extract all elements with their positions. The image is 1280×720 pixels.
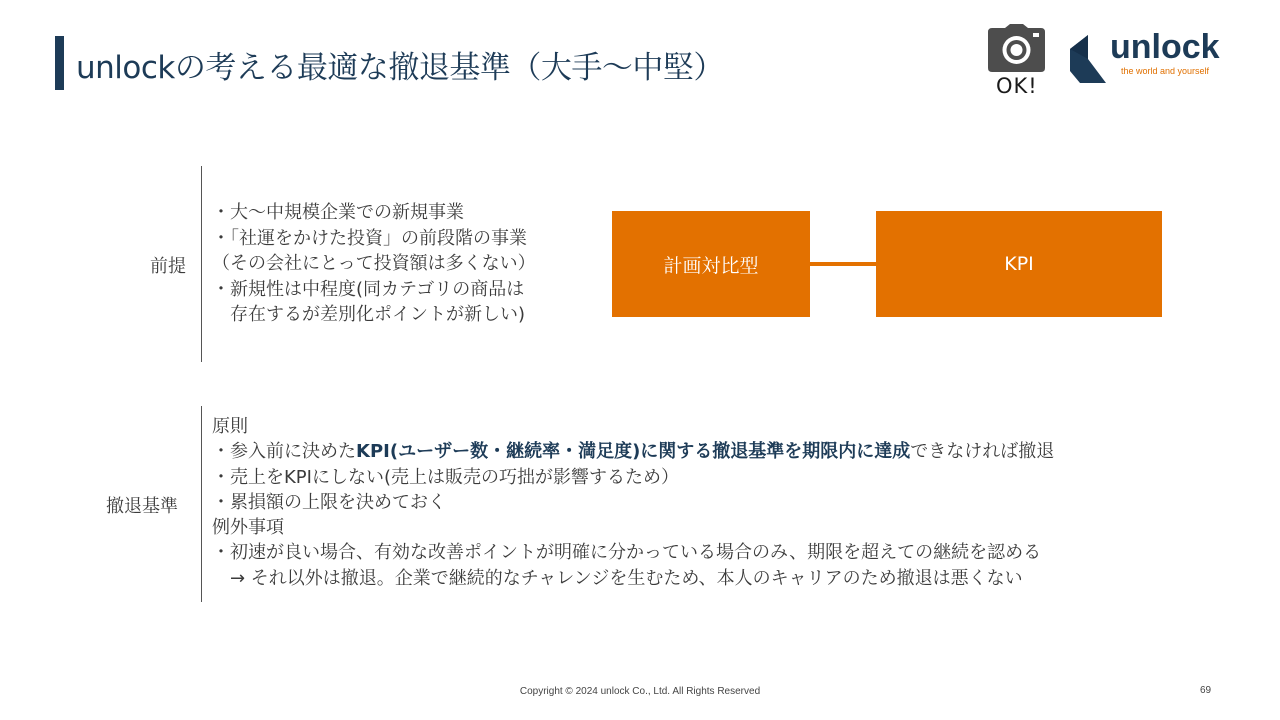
unlock-logo-mark-icon [1070,35,1106,83]
criteria-divider [201,406,202,602]
criteria-line-kpi [212,439,1054,464]
premise-line: （その会社にとって投資額は多くない） [212,253,536,274]
criteria-list [212,414,1054,591]
title-accent-bar [55,36,64,90]
premise-line: 存在するが差別化ポイントが新しい) [212,304,526,325]
camera-icon [988,24,1045,72]
page-title: unlockの考える最適な撤退基準（大手〜中堅） [76,50,724,86]
criteria-line: ・売上をKPIにしない(売上は販売の巧拙が影響するため） [212,466,679,488]
criteria-line-suffix: できなければ撤退 [910,441,1055,463]
plan-comparison-box: 計画対比型 [612,211,810,317]
page-number: 69 [1200,685,1212,696]
premise-line: ・大〜中規模企業での新規事業 [212,202,464,223]
criteria-line: → それ以外は撤退。企業で継続的なチャレンジを生むため、本人のキャリアのため撤退は悪くない [212,567,1023,589]
kpi-box: KPI [876,211,1162,317]
premise-line: ・「社運をかけた投資」の前段階の事業 [212,227,527,249]
logo-tagline: the world and yourself [1121,66,1210,76]
logo-wordmark: unlock [1110,28,1220,66]
camera-ok-label: OK! [996,74,1038,98]
criteria-line-prefix: ・参入前に決めた [212,441,356,463]
criteria-line: ・累損額の上限を決めておく [212,491,446,513]
copyright-footer: Copyright © 2024 unlock Co., Ltd. All Rights Reserved [519,686,761,697]
principle-heading: 原則 [212,416,248,437]
exception-heading: 例外事項 [212,517,284,539]
premise-divider [201,166,202,362]
premise-label: 前提 [150,256,186,277]
criteria-label: 撤退基準 [106,496,178,517]
box-connector [810,262,876,266]
premise-line: ・新規性は中程度(同カテゴリの商品は [212,278,525,300]
criteria-line: ・初速が良い場合、有効な改善ポイントが明確に分かっている場合のみ、期限を超えての継続を認める [212,542,1042,564]
premise-list [212,200,536,328]
criteria-line-emphasis: KPI(ユーザー数・継続率・満足度)に関する撤退基準を期限内に達成 [356,441,911,463]
